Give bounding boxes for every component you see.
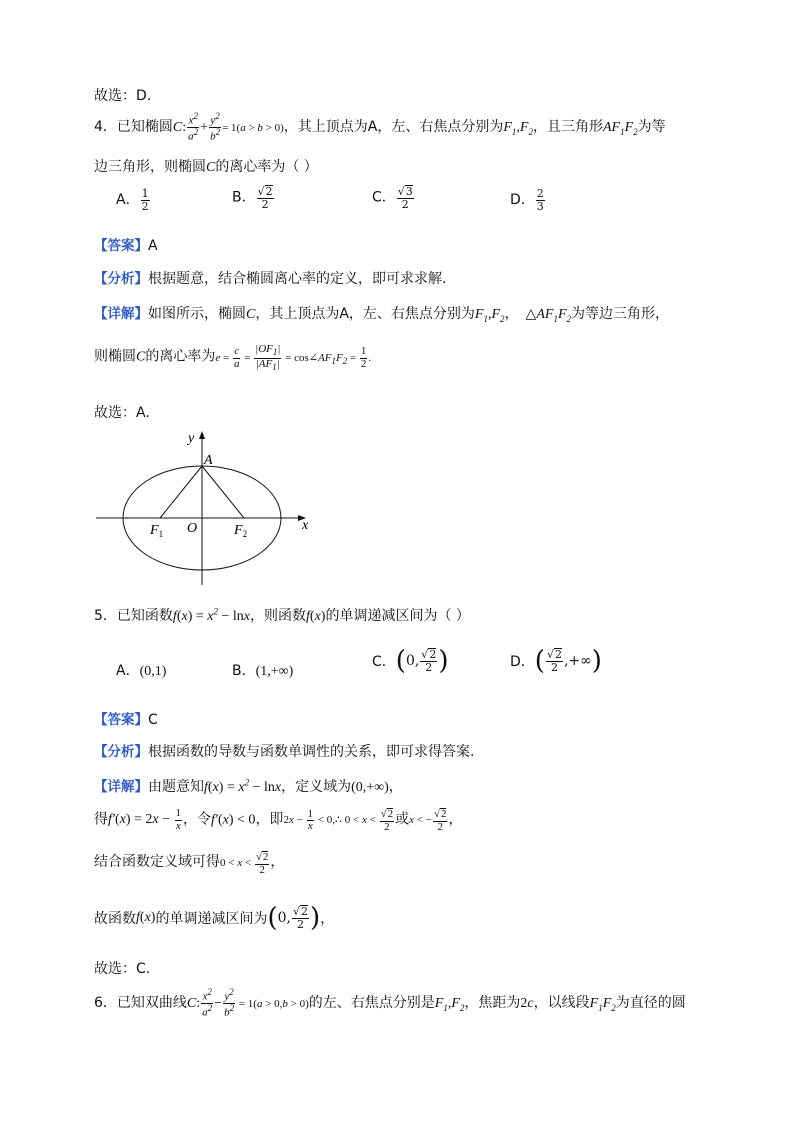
segment-af2	[202, 466, 244, 518]
q4-option-d: D． $\frac{2}{3}$	[510, 187, 544, 213]
q4-option-a: A． $\frac{1}{2}$	[116, 187, 149, 213]
q4-option-b: B． $\frac{√2}{2}$	[232, 185, 273, 211]
origin-label: O	[187, 521, 198, 536]
point-f2-label: $F_2$	[234, 523, 248, 539]
q4-detail-line2: 则椭圆C的离心率为e = $\frac{c}{a}$ = $\frac{|OF_1|}{|AF_1|}$ = $\cos\angle AF_1F_2$ = $\frac{1}{2}$ .	[94, 343, 372, 372]
q5-stem: 5．已知函数$f(x) = x^2 - \ln x$，则函数f(x)的单调递减区间为（ ）	[94, 606, 470, 624]
q4-stem-line2: 边三角形，则椭圆C的离心率为（ ）	[94, 159, 318, 175]
q5-option-d: D．( $\frac{√2}{2}$ ,+∞)	[510, 646, 602, 676]
q5-option-b: B．(1,+∞)	[232, 663, 294, 679]
q5-detail-line4: 故函数f(x)的单调递减区间为(0, $\frac{√2}{2}$ )，	[94, 903, 335, 933]
q4-option-c: C． $\frac{√3}{2}$	[372, 185, 413, 211]
q5-detail-line2: 得f′(x) = 2x − $\frac{1}{x}$ ，令f′(x) < 0，即2x − $\frac{1}{x}$ < 0,∴ 0 < x < $\frac{√2}{2}$ 或x < − $\frac{√2}{2}$ ，	[94, 807, 463, 833]
q5-detail-line1: 【详解】由题意知$f(x) = x^2 - \ln x$，定义域为(0,+∞)，	[94, 777, 403, 795]
segment-af1	[160, 466, 202, 518]
q5-option-c: C．(0, $\frac{√2}{2}$ )	[372, 646, 449, 676]
x-axis-label: x	[302, 518, 309, 533]
ellipse-equation: C: $\frac{x^2}{a^2}$ + $\frac{y^2}{b^2}$ = 1(a > b > 0)	[172, 111, 284, 143]
point-f1-label: $F_1$	[150, 523, 164, 539]
q4-final: 故选：A.	[94, 405, 150, 421]
q6-stem: 6．已知双曲线C: $\frac{x^2}{a^2}$ − $\frac{y^2}{b^2}$ = 1(a > 0,b > 0)的左、右焦点分别是$F_1,F_2$，焦距为2c，以线段$F_1F_2$为直径的圆	[94, 987, 686, 1019]
ellipse-figure	[92, 428, 322, 588]
q5-analysis: 【分析】根据函数的导数与函数单调性的关系，即可求得答案.	[94, 744, 475, 760]
q5-detail-line3: 结合函数定义域可得0 < x < $\frac{√2}{2}$ ，	[94, 851, 285, 876]
previous-answer: 故选：D.	[94, 88, 152, 104]
q4-detail-line1: 【详解】如图所示，椭圆C，其上顶点为A，左、右焦点分别为$F_1,F_2$， $\triangle AF_1F_2$为等边三角形，	[94, 306, 669, 324]
q5-option-a: A．(0,1)	[116, 663, 167, 679]
q5-answer: 【答案】C	[94, 712, 158, 728]
q5-final: 故选：C.	[94, 961, 151, 977]
y-axis-label: y	[188, 431, 195, 446]
q4-answer: 【答案】A	[94, 238, 158, 254]
q4-stem-line1: 4．已知椭圆C: $\frac{x^2}{a^2}$ + $\frac{y^2}{b^2}$ = 1(a > b > 0)，其上顶点为A，左、右焦点分别为$F_1,F_2$，且三角形$AF_1F_2$为等	[94, 111, 666, 143]
q4-analysis: 【分析】根据题意，结合椭圆离心率的定义，即可求求解.	[94, 271, 447, 287]
y-axis-arrow	[199, 431, 205, 439]
point-a-label: A	[204, 453, 213, 468]
